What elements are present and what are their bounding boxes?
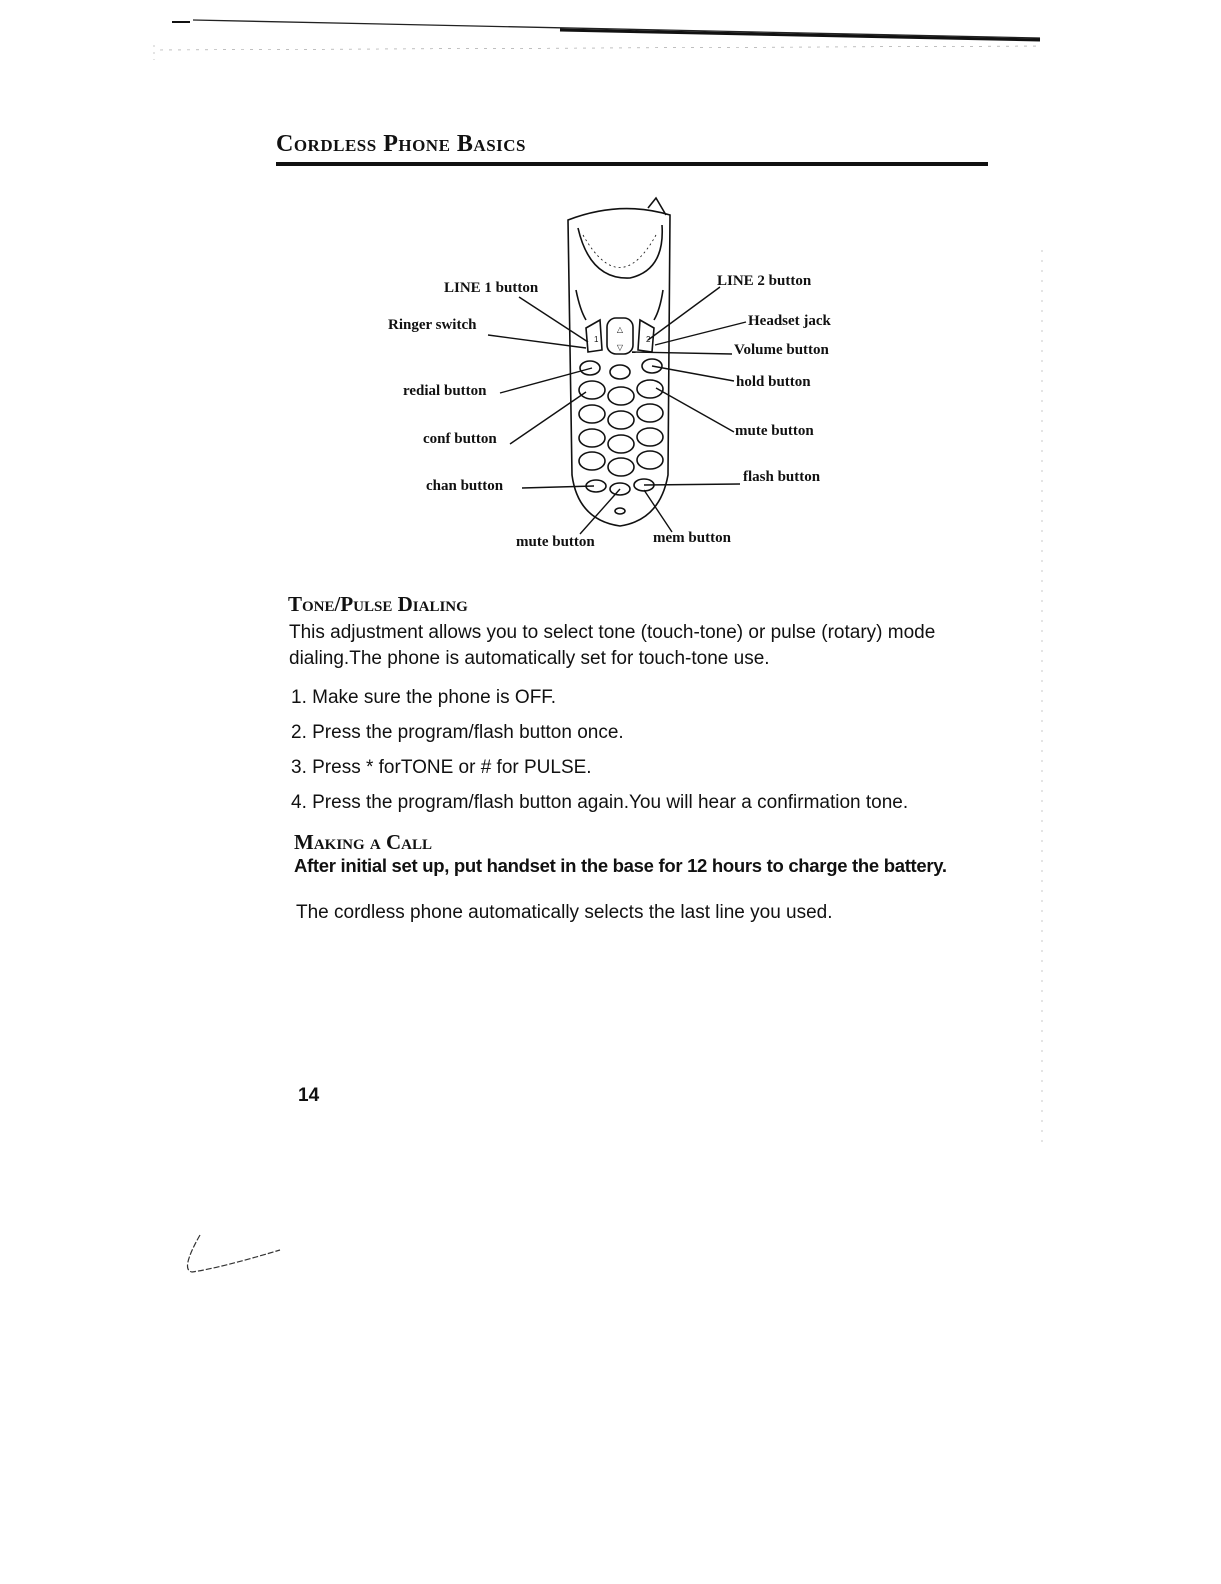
svg-text:1: 1 bbox=[594, 335, 599, 344]
svg-text:△: △ bbox=[616, 325, 624, 334]
section-header bbox=[276, 126, 988, 166]
tone-pulse-heading: Tone/Pulse Dialing bbox=[288, 592, 468, 616]
tone-pulse-paragraph: This adjustment allows you to select tone (touch-tone) or pulse (rotary) mode dialing.The phone is automatically set for touch-tone use. bbox=[289, 622, 936, 669]
callout-volume-button: Volume button bbox=[734, 342, 829, 358]
making-call-heading: Making a Call bbox=[294, 830, 432, 854]
page-number: 14 bbox=[298, 1085, 320, 1106]
callout-flash-button: flash button bbox=[743, 469, 821, 485]
scan-pen-mark bbox=[180, 1230, 290, 1280]
callout-ringer-switch: Ringer switch bbox=[388, 317, 477, 333]
svg-text:2: 2 bbox=[646, 335, 651, 344]
callout-line1-button: LINE 1 button bbox=[444, 280, 539, 296]
handset-diagram bbox=[380, 190, 860, 570]
step-item: 2. Press the program/flash button once. bbox=[291, 722, 624, 743]
callout-redial-button: redial button bbox=[403, 383, 487, 399]
callout-headset-jack: Headset jack bbox=[748, 313, 831, 329]
svg-text:▽: ▽ bbox=[616, 343, 624, 352]
making-call-paragraph: The cordless phone automatically selects the last line you used. bbox=[296, 902, 833, 923]
callout-hold-button: hold button bbox=[736, 374, 811, 390]
step-item: 4. Press the program/flash button again.You will hear a confirmation tone. bbox=[291, 792, 909, 813]
scan-right-edge-marks bbox=[1036, 250, 1048, 1150]
callout-chan-button: chan button bbox=[426, 478, 504, 494]
page-title: Cordless Phone Basics bbox=[276, 131, 527, 157]
tone-pulse-steps bbox=[291, 686, 908, 826]
callout-mute-button-right: mute button bbox=[735, 423, 814, 439]
callout-line2-button: LINE 2 button bbox=[717, 273, 812, 289]
charge-battery-note: After initial set up, put handset in the base for 12 hours to charge the battery. bbox=[294, 855, 947, 876]
step-item: 1. Make sure the phone is OFF. bbox=[291, 687, 557, 708]
callout-conf-button: conf button bbox=[423, 431, 497, 447]
scan-top-border bbox=[0, 0, 1221, 60]
step-item: 3. Press * forTONE or # for PULSE. bbox=[291, 757, 592, 778]
callout-mem-button: mem button bbox=[653, 530, 731, 546]
callout-mute-button-bottom: mute button bbox=[516, 534, 595, 550]
